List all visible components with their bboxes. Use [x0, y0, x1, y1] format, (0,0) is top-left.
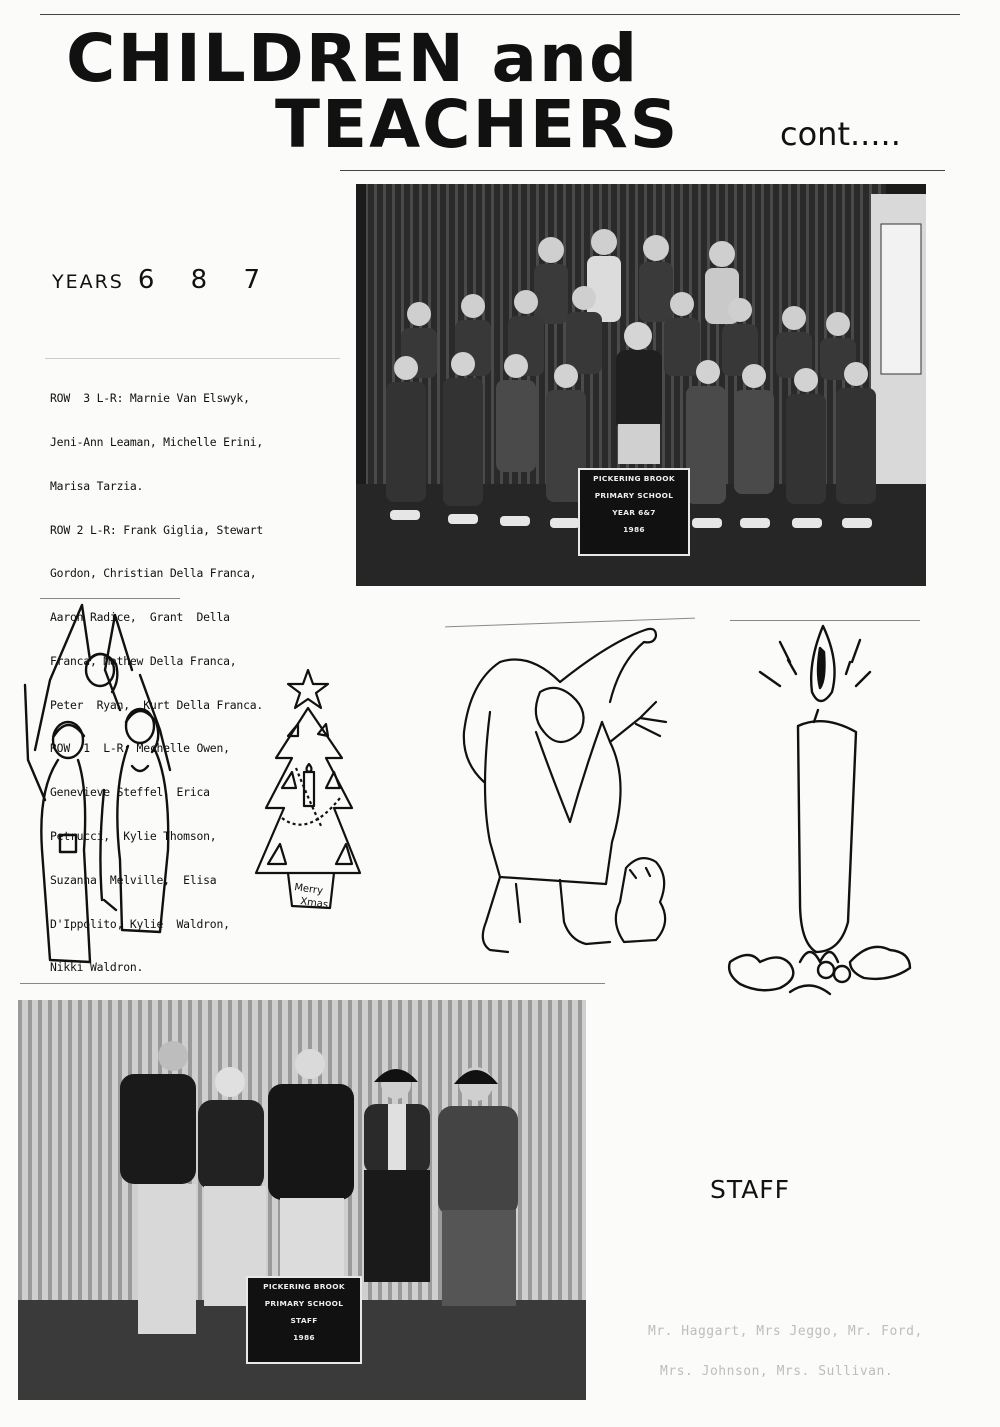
- sign-line: PRIMARY SCHOOL: [594, 491, 674, 500]
- names-line: ROW 3 L-R: Marnie Van Elswyk,: [50, 391, 250, 406]
- sign-line: 1986: [623, 525, 645, 534]
- angels-drawing: [20, 600, 180, 975]
- sign-line: YEAR 6&7: [612, 508, 656, 517]
- header-underline: [340, 170, 945, 171]
- sign-line: STAFF: [290, 1316, 318, 1325]
- names-line: Jeni-Ann Leaman, Michelle Erini,: [50, 434, 264, 449]
- names-line: Marisa Tarzia.: [50, 478, 144, 493]
- years-heading-numbers: 6 8 7: [137, 265, 275, 295]
- staff-photo-sign: [246, 1276, 362, 1364]
- santa-drawing: [460, 622, 680, 962]
- drawing-rule: [20, 983, 605, 984]
- names-line: Peter Ryan, Kurt Della Franca.: [50, 697, 264, 712]
- staff-caption-line1: Mr. Haggart, Mrs Jeggo, Mr. Ford,: [648, 1324, 923, 1339]
- staff-heading: STAFF: [710, 1175, 791, 1204]
- sign-line: 1986: [293, 1333, 315, 1342]
- candle-drawing: [720, 622, 920, 1002]
- names-line: Aaron Radice, Grant Della: [50, 610, 230, 625]
- staff-photo: [18, 1000, 586, 1400]
- names-line: Genevieve Steffel, Erica: [50, 785, 210, 800]
- staff-caption-line2: Mrs. Johnson, Mrs. Sullivan.: [660, 1364, 894, 1379]
- sign-line: PICKERING BROOK: [263, 1282, 345, 1291]
- top-rule: [40, 14, 960, 15]
- years-heading: [52, 265, 274, 295]
- names-rule: [45, 358, 340, 359]
- drawing-rule: [730, 620, 920, 621]
- christmas-tree-drawing: [252, 668, 377, 918]
- continued-label: cont.....: [780, 115, 901, 153]
- names-line: D'Ippolito, Kylie Waldron,: [50, 916, 230, 931]
- names-line: Nikki Waldron.: [50, 960, 144, 975]
- tree-text-xmas: Xmas: [299, 896, 329, 911]
- years-heading-word: YEARS: [52, 271, 124, 293]
- class-photo-sign: [578, 468, 690, 556]
- names-line: Gordon, Christian Della Franca,: [50, 566, 257, 581]
- sign-line: PICKERING BROOK: [593, 474, 675, 483]
- sign-line: PRIMARY SCHOOL: [264, 1299, 344, 1308]
- page-title-line1: CHILDREN and: [66, 20, 640, 97]
- names-line: Suzanna Melville, Elisa: [50, 872, 217, 887]
- names-line: ROW 1 L-R: Mechelle Owen,: [50, 741, 230, 756]
- tree-text-merry: Merry: [293, 882, 324, 897]
- names-line: Petrucci, Kylie Thomson,: [50, 829, 217, 843]
- names-line: Franca, Mathew Della Franca,: [50, 653, 237, 668]
- drawing-rule: [40, 598, 180, 599]
- class-photo: [356, 184, 926, 586]
- page-title-line2: TEACHERS: [275, 86, 680, 163]
- names-line: ROW 2 L-R: Frank Giglia, Stewart: [50, 522, 264, 537]
